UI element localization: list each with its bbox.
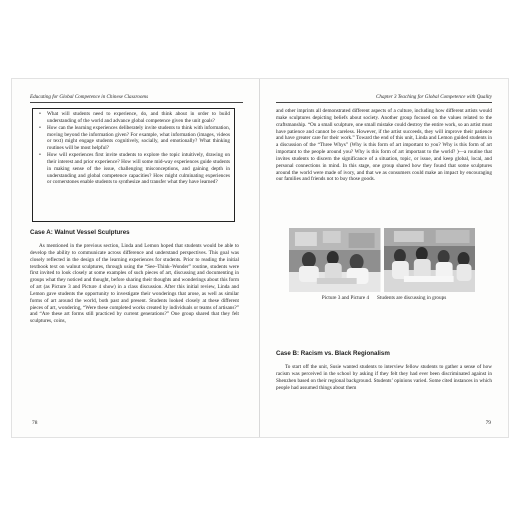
- right-page-number: 79: [485, 420, 491, 426]
- box-bullet-item: • What will students need to experience, do, and think about in order to build understanding of the world and advance global competence given the unit goals?: [39, 111, 230, 124]
- body-paragraph: and other imprints all demonstrated different aspects of a culture, including how different artists would make sculptures depicting beliefs about society. Another group focused on the values related to the craftsmanship. “On a small sculpture, one small mistake could destroy the entire work, so an artist must have patience and cannot be careless. However, if the artist succeeds, they will improve their patience and have greater care for their work.” Toward the end of this unit, Linda and Lemon guided students in a discussion of the “Three Whys” (Why is this form of art important to you? Why is this form of art important to the people around you? Why is this form of art important to the world? )—a routine that invites students to discern the significance of a situation, topic, or issue, and keep global, local, and personal connections in mind. In this stage, one group shared how they found that some sculptures around the world were made of ivory, and that we as consumers could make an impact by encouraging our families and friends not to buy those goods.: [276, 108, 492, 183]
- case-a-heading: Case A: Walnut Vessel Sculptures: [30, 229, 130, 236]
- picture-4: [384, 228, 476, 292]
- classroom-photo-left: [289, 228, 381, 292]
- bullet-icon: •: [39, 124, 41, 131]
- left-page: [12, 79, 260, 437]
- left-page-number: 78: [32, 420, 38, 426]
- caption-label: Picture 3 and Picture 4: [321, 295, 370, 301]
- book-spread: [12, 79, 508, 437]
- right-running-head: Chapter 3 Teaching for Global Competence with Quality: [276, 94, 492, 103]
- photo-caption: [276, 295, 492, 301]
- case-a-body: [30, 243, 239, 325]
- box-bullet-item: • How can the learning experiences deliberately invite students to think with information, moving beyond the information given? For example, what information (images, videos or text) might engage students cognitively, socially, and emotionally? What thinking routines will be most helpful?: [39, 124, 230, 152]
- classroom-photos: [289, 228, 475, 292]
- body-paragraph: To start off the unit, Susie wanted students to interview fellow students to gather a sense of how racism was perceived in the school by asking if they felt they had ever been discriminated against in Shenzhen based on their regional background. Students’ opinions varied. Some cited instances in which people had assumed things about them: [276, 364, 492, 391]
- case-b-heading: Case B: Racism vs. Black Regionalism: [276, 350, 390, 357]
- bullet-icon: •: [39, 111, 41, 117]
- body-paragraph: As mentioned in the previous section, Linda and Lemon hoped that students would be able to develop the ability to communicate across difference and understand perspectives. This goal was closely reflected in the design of the learning experiences for students. Prior to reading the initial textbook text on walnut sculptures, through using the “See–Think–Wonder” routine, students were first invited to look closely at some examples of such pieces of art, discussing and documenting in groups what they noticed and thought, before sharing their thoughts and wonderings about this form of art (as Picture 3 and Picture 4 show) in a class discussion. After this initial review, Linda and Lemon gave students the opportunity to investigate their wonderings that arose, as well as similar forms of art around the world, both past and present. Students looked closely at these different pieces of art, wondering, “Were these completed works created by individuals or teams of artisans?” and “Are these art forms still practiced by current generations?” One group shared that they felt sculptures, coins,: [30, 243, 239, 325]
- left-running-head: Educating for Global Competence in Chinese Classrooms: [30, 94, 243, 103]
- box-bullet-item: • How will experiences first invite students to explore the topic intuitively, drawing on their interest and prior experience? How will some mid-way experiences guide students in making sense of the issue, challenging misconceptions, and gaining depth in understanding and global competence capacities? How might culminating experiences or cornerstones enable students to synthesize and transfer what they have learned?: [39, 152, 230, 186]
- caption-text: Students are discussing in groups: [377, 295, 447, 301]
- bullet-icon: •: [39, 152, 41, 159]
- case-b-body: [276, 364, 492, 391]
- right-page: [260, 79, 508, 437]
- case-a-continued: [276, 108, 492, 183]
- picture-3: [289, 228, 381, 292]
- guiding-questions-box: [32, 108, 235, 222]
- classroom-photo-right: [384, 228, 476, 292]
